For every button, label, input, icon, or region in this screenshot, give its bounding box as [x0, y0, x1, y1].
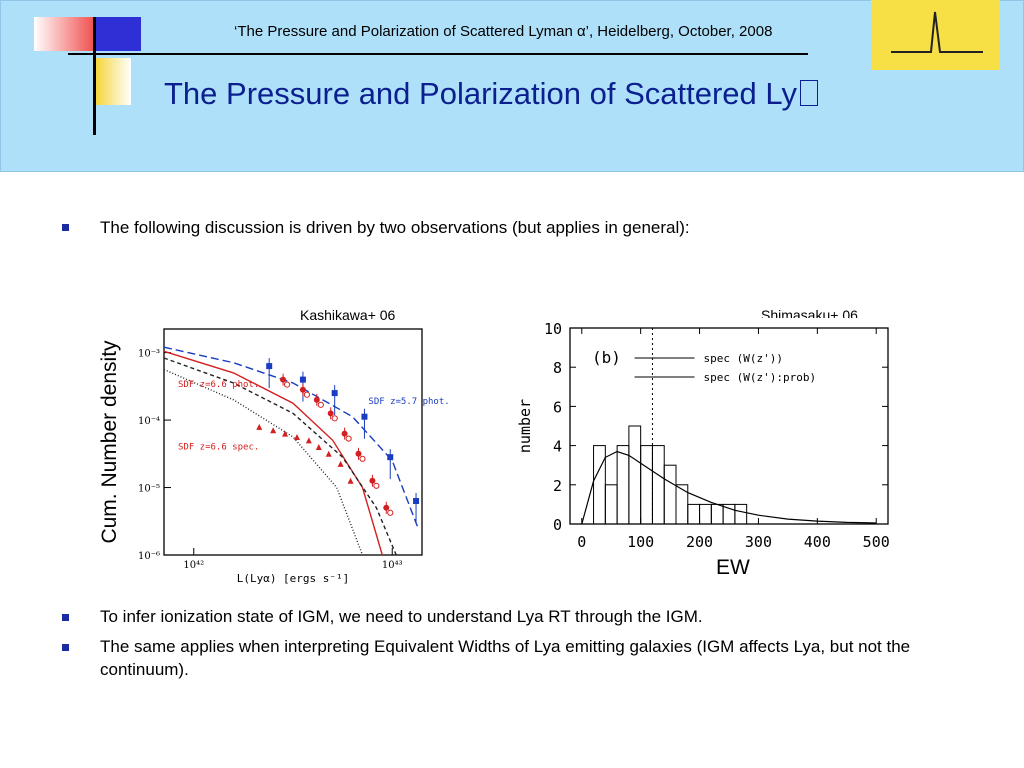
- histogram-bar: [605, 485, 617, 524]
- data-point-z57-phot: [266, 363, 272, 369]
- histogram-bar: [711, 504, 723, 524]
- line-profile-icon: [871, 0, 1000, 70]
- data-point-z66-phot: [328, 410, 334, 416]
- x-tick-label: 400: [803, 533, 831, 551]
- data-point-z66-phot: [300, 387, 306, 393]
- missing-glyph-box: [800, 80, 818, 106]
- data-point-z66-phot-open: [304, 392, 309, 397]
- deco-vertical-line: [93, 17, 96, 135]
- histogram-bar: [664, 465, 676, 524]
- y-tick-label: 10⁻⁶: [137, 551, 160, 562]
- legend-entry: spec (W(z'):prob): [703, 371, 817, 384]
- y-tick-label: 10: [543, 320, 562, 338]
- deco-yellow-square: [96, 58, 131, 105]
- data-point-z66-phot: [369, 478, 375, 484]
- histogram-bar: [676, 485, 688, 524]
- annotation: SDF z=5.7 phot.: [368, 396, 450, 407]
- histogram-bar: [617, 446, 629, 524]
- x-tick-label: 10⁴²: [183, 560, 205, 571]
- histogram-bar: [594, 446, 606, 524]
- deco-blue-square: [96, 17, 141, 51]
- x-tick-label: 300: [744, 533, 772, 551]
- header-caption: ‘The Pressure and Polarization of Scattered Lyman α’, Heidelberg, October, 2008: [234, 23, 773, 40]
- bullet-item-1: To infer ionization state of IGM, we need to understand Lya RT through the IGM.: [100, 607, 703, 626]
- data-point-z66-spec: [326, 451, 332, 457]
- histogram-bar: [688, 504, 700, 524]
- y-tick-label: 10⁻³: [137, 348, 160, 360]
- left-figure-credit: Kashikawa+ 06: [300, 307, 396, 323]
- annotation: SDF z=6.6 spec.: [178, 442, 260, 453]
- schechter-fit-z57: [164, 347, 418, 528]
- x-tick-label: 100: [627, 533, 655, 551]
- left-figure-ylabel: Cum. Number density: [98, 340, 121, 544]
- ew-histogram-plot: [512, 318, 892, 554]
- data-point-z66-spec: [282, 431, 288, 437]
- right-figure-credit: Shimasaku+ 06: [761, 307, 858, 323]
- data-point-z66-spec: [316, 444, 322, 450]
- data-point-z66-phot: [355, 451, 361, 457]
- y-tick-label: 10⁻⁴: [137, 416, 160, 428]
- bullet-intro: The following discussion is driven by two observations (but applies in general):: [100, 218, 690, 237]
- data-point-z66-phot: [280, 377, 286, 383]
- probability-curve: [582, 452, 876, 525]
- data-point-z66-spec: [270, 427, 276, 433]
- data-point-z57-phot: [300, 377, 306, 383]
- data-point-z66-spec: [306, 437, 312, 443]
- y-tick-label: 4: [552, 437, 562, 456]
- histogram-bar: [735, 504, 747, 524]
- bullet-item-2: The same applies when interpreting Equivalent Widths of Lya emitting galaxies (IGM affects Lya, but not the continuum).: [100, 637, 911, 679]
- schechter-fit-dotted: [164, 370, 363, 556]
- bullet-marker: [62, 644, 69, 651]
- panel-label: (b): [592, 348, 621, 367]
- x-axis-label: L(Lyα) [ergs s⁻¹]: [236, 572, 350, 585]
- right-figure-xlabel: EW: [716, 556, 750, 579]
- data-point-z57-phot: [332, 390, 338, 396]
- y-tick-label: 2: [552, 476, 562, 495]
- x-tick-label: 500: [862, 533, 890, 551]
- y-tick-label: 10⁻⁵: [137, 483, 160, 495]
- histogram-bar: [641, 446, 653, 524]
- data-point-z66-phot: [342, 431, 348, 437]
- x-tick-label: 10⁴³: [381, 560, 403, 571]
- slide-title: [164, 76, 818, 112]
- deco-horizontal-line: [68, 53, 808, 55]
- data-point-z66-phot-open: [332, 416, 337, 421]
- bullet-marker: [62, 614, 69, 621]
- y-tick-label: 6: [552, 398, 562, 417]
- x-tick-label: 200: [686, 533, 714, 551]
- bullet-marker: [62, 224, 69, 231]
- data-point-z66-phot-open: [360, 456, 365, 461]
- data-point-z66-phot: [314, 397, 320, 403]
- y-tick-label: 8: [552, 359, 562, 378]
- data-point-z66-phot-open: [318, 402, 323, 407]
- data-point-z66-phot-open: [388, 510, 393, 515]
- histogram-bar: [700, 504, 712, 524]
- x-tick-label: 0: [577, 533, 587, 551]
- legend-entry: spec (W(z')): [703, 352, 784, 365]
- data-point-z66-phot-open: [346, 436, 351, 441]
- histogram-bar: [652, 446, 664, 524]
- slide-title-text: The Pressure and Polarization of Scattered Ly: [164, 76, 797, 111]
- luminosity-function-plot: [130, 323, 450, 588]
- y-axis-label: number: [516, 398, 534, 454]
- lyman-alpha-logo: [871, 0, 1000, 70]
- histogram-bar: [629, 426, 641, 524]
- data-point-z57-phot: [361, 414, 367, 420]
- data-point-z66-spec: [348, 478, 354, 484]
- data-point-z66-spec: [294, 434, 300, 440]
- data-point-z66-spec: [256, 424, 262, 430]
- y-tick-label: 0: [552, 516, 562, 534]
- deco-red-square: [34, 17, 96, 51]
- data-point-z66-spec: [338, 461, 344, 467]
- data-point-z57-phot: [413, 498, 419, 504]
- data-point-z66-phot: [383, 505, 389, 511]
- data-point-z66-phot-open: [374, 483, 379, 488]
- data-point-z57-phot: [387, 454, 393, 460]
- annotation: SDF z=6.6 phot.: [178, 379, 260, 390]
- data-point-z66-phot-open: [284, 382, 289, 387]
